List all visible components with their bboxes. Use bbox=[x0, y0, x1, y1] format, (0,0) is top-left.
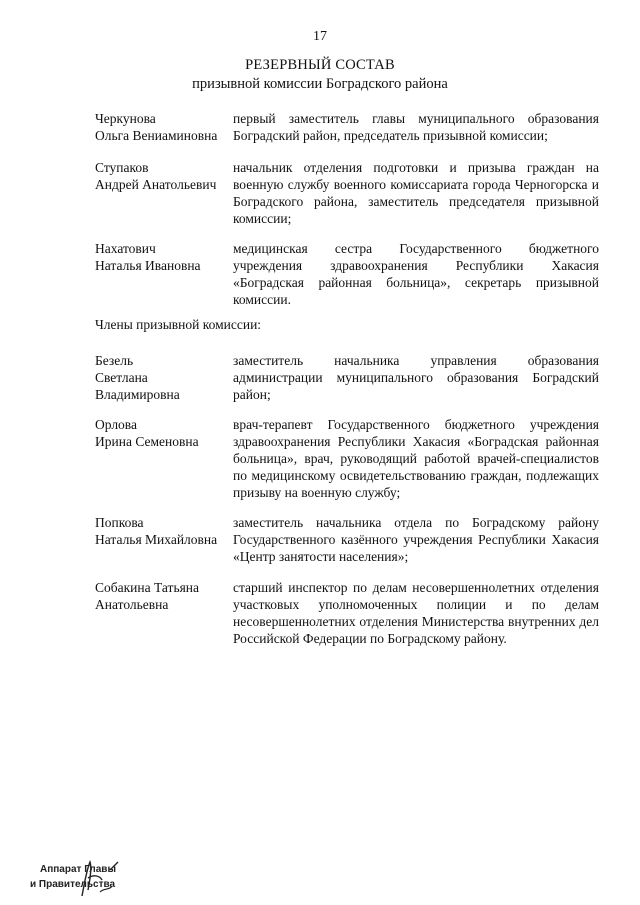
name-line: Нахатович bbox=[95, 241, 156, 256]
person-role: заместитель начальника управления образования администрации муниципального образования Боградский район; bbox=[233, 353, 599, 402]
person-role: заместитель начальника отдела по Боградскому району Государственного казённого учреждения Республики Хакасия «Центр занятости населения»; bbox=[233, 515, 599, 564]
name-line: Собакина Татьяна bbox=[95, 580, 200, 595]
name-line: Ольга Вениаминовна bbox=[95, 128, 218, 143]
person-name bbox=[95, 416, 235, 450]
name-line: Анатольевна bbox=[95, 597, 169, 612]
name-line: Наталья Ивановна bbox=[95, 258, 201, 273]
person-role: медицинская сестра Государственного бюджетного учреждения здравоохранения Республики Хакасия «Боградская районная больница», секретарь призывной комиссии. bbox=[233, 241, 599, 307]
person-role: старший инспектор по делам несовершеннолетних отделения участковых уполномоченных полиции и по делам несовершеннолетних отделения Министерства внутренних дел Российской Федерации по Боградскому району. bbox=[233, 580, 599, 646]
name-line: Андрей Анатольевич bbox=[95, 177, 217, 192]
name-line: Светлана bbox=[95, 370, 148, 385]
person-role: врач-терапевт Государственного бюджетного учреждения здравоохранения Республики Хакасия «Боградская районная больница», врач, руководящий работой врачей-специалистов по медицинскому освидетельствованию граждан, подлежащих призыву на военную службу; bbox=[233, 417, 599, 500]
name-line: Орлова bbox=[95, 417, 137, 432]
name-line: Безель bbox=[95, 353, 134, 368]
person-name bbox=[95, 579, 235, 613]
stamp-line: и Правительства bbox=[30, 879, 116, 890]
page-number: 17 bbox=[313, 29, 327, 44]
office-stamp bbox=[30, 858, 125, 898]
person-name bbox=[95, 159, 235, 193]
person-name bbox=[95, 110, 235, 144]
name-line: Владимировна bbox=[95, 387, 180, 402]
person-role: первый заместитель главы муниципального образования Боградский район, председатель призывной комиссии; bbox=[233, 111, 599, 143]
person-role: начальник отделения подготовки и призыва граждан на военную службу военного комиссариата города Черногорска и Боградского района, заместитель председателя призывной комиссии; bbox=[233, 160, 599, 226]
person-name bbox=[95, 352, 235, 403]
name-line: Ступаков bbox=[95, 160, 149, 175]
document-subtitle: призывной комиссии Боградского района bbox=[192, 76, 448, 92]
signature-icon bbox=[70, 858, 130, 898]
person-name bbox=[95, 240, 235, 274]
name-line: Наталья Михайловна bbox=[95, 532, 218, 547]
document-title: РЕЗЕРВНЫЙ СОСТАВ bbox=[245, 57, 395, 73]
name-line: Попкова bbox=[95, 515, 144, 530]
person-name bbox=[95, 514, 235, 548]
members-heading: Члены призывной комиссии: bbox=[95, 317, 262, 332]
name-line: Черкунова bbox=[95, 111, 156, 126]
stamp-line: Аппарат Главы bbox=[40, 864, 116, 875]
name-line: Ирина Семеновна bbox=[95, 434, 199, 449]
